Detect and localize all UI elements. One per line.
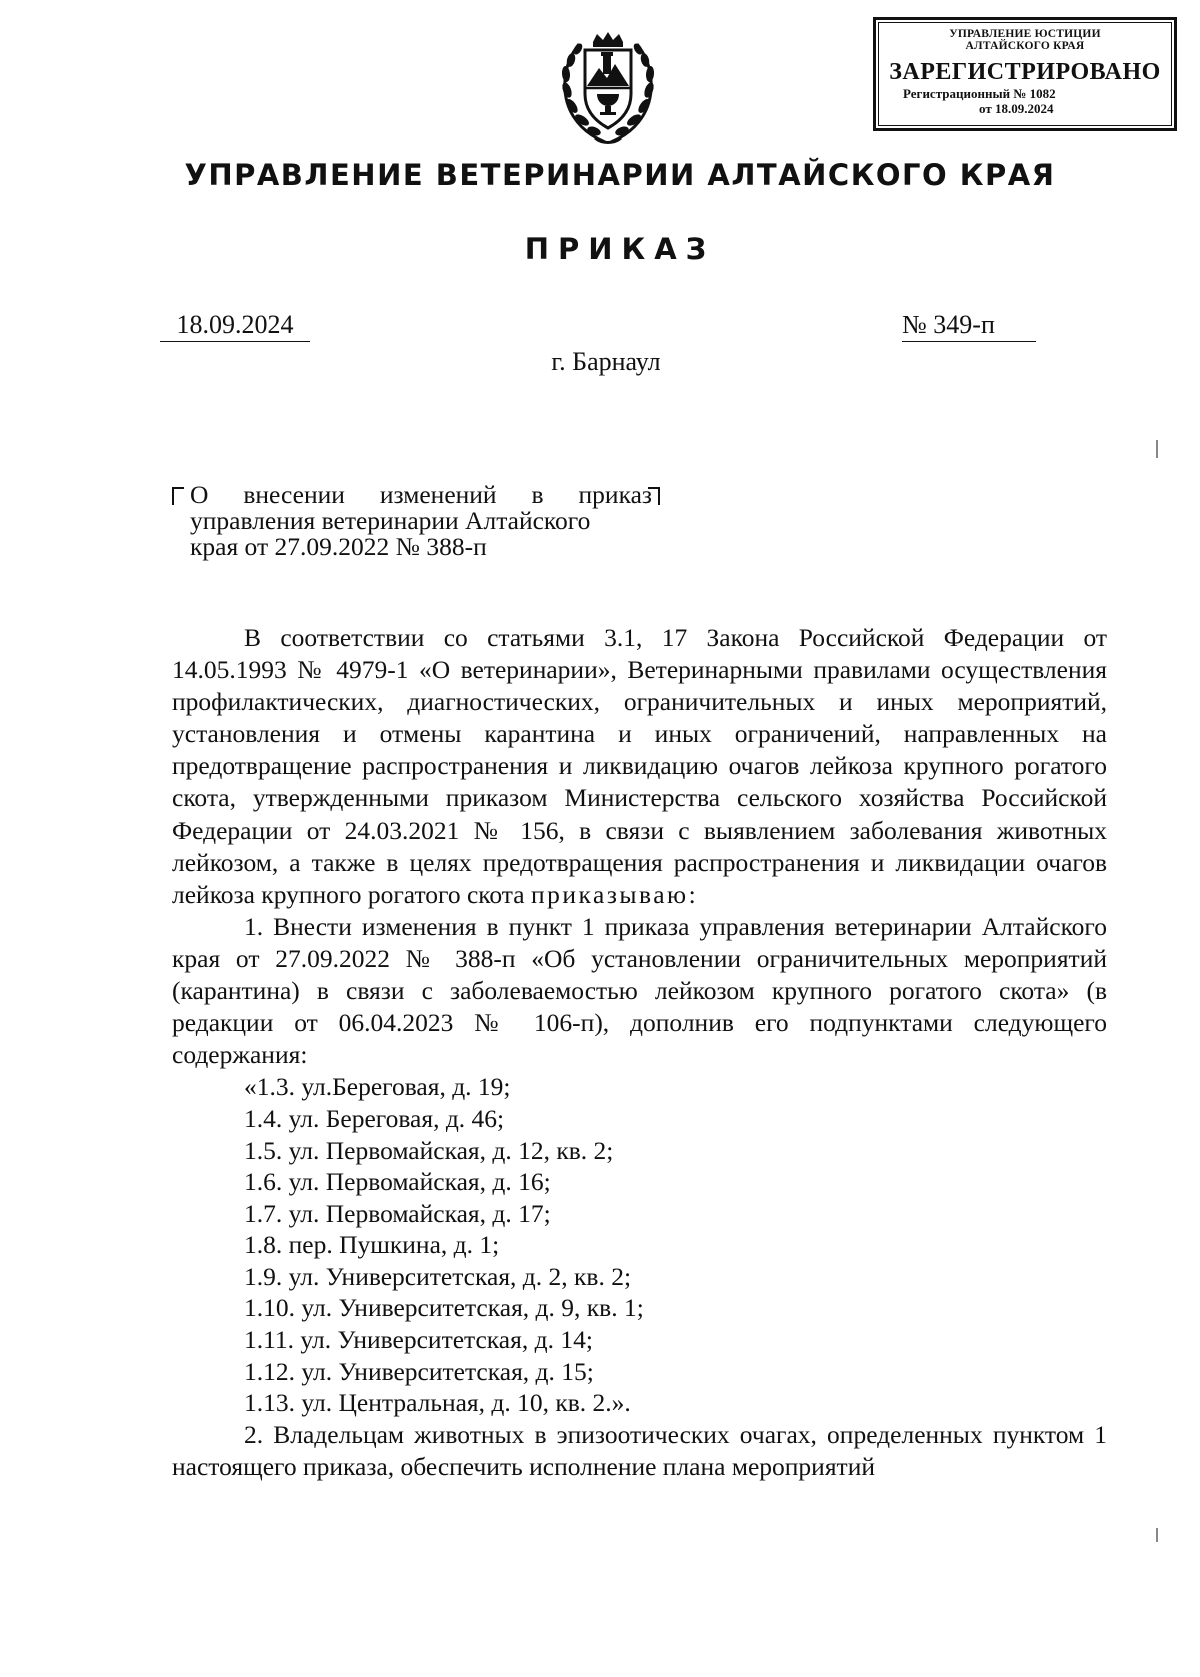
stamp-reg-number: Регистрационный № 1082	[903, 86, 1056, 101]
subitem-1-6: 1.6. ул. Первомайская, д. 16;	[244, 1167, 551, 1197]
subitem-1-7: 1.7. ул. Первомайская, д. 17;	[244, 1198, 551, 1228]
subject-line-1: О внесении изменений в приказ	[190, 480, 652, 509]
registration-stamp	[873, 17, 1177, 131]
subitem-1-9: 1.9. ул. Университетская, д. 2, кв. 2;	[244, 1261, 632, 1291]
scan-margin-mark	[1156, 1528, 1158, 1542]
document-number: № 349-п	[902, 310, 1036, 342]
document-date: 18.09.2024	[160, 310, 310, 342]
stamp-status: ЗАРЕГИСТРИРОВАНО	[889, 59, 1161, 85]
item-2-paragraph: 2. Владельцам животных в эпизоотических очагах, определенных пунктом 1 настоящего приказа, обеспечить исполнение плана мероприятий	[172, 1419, 1107, 1481]
subitem-1-4: 1.4. ул. Береговая, д. 46;	[244, 1103, 505, 1133]
item-1-paragraph: 1. Внести изменения в пункт 1 приказа управления ветеринарии Алтайского края от 27.09.2022 № 388-п «Об установлении ограничительных мероприятий (карантина) в связи с заболеваемостью лейкозом крупного рогатого скота» (в редакции от 06.04.2023 № 106-п), дополнив его подпунктами следующего содержания:	[172, 911, 1107, 1070]
stamp-org-line2: АЛТАЙСКОГО КРАЯ	[965, 40, 1085, 52]
scan-margin-mark	[1156, 440, 1158, 458]
subject-bracket-left	[172, 487, 184, 505]
stamp-reg-date: от 18.09.2024	[979, 101, 1054, 116]
subitem-1-8: 1.8. пер. Пушкина, д. 1;	[244, 1230, 500, 1260]
subitem-1-12: 1.12. ул. Университетская, д. 15;	[244, 1356, 594, 1386]
subitem-1-11: 1.11. ул. Университетская, д. 14;	[244, 1325, 593, 1355]
preamble-paragraph: В соответствии со статьями 3.1, 17 Закона Российской Федерации от 14.05.1993 № 4979-1 «О ветеринарии», Ветеринарными правилами осуществления профилактических, диагностических, ограничительных и иных мероприятий, установления и отмены карантина и иных ограничений, направленных на предотвращение распространения и ликвидацию очагов лейкоза крупного рогатого скота, утвержденными приказом Министерства сельского хозяйства Российской Федерации от 24.03.2021 № 156, в связи с выявлением заболевания животных лейкозом, а также в целях предотвращения распространения и ликвидации очагов лейкоза крупного рогатого скота приказываю:	[172, 623, 1107, 909]
subitem-1-5: 1.5. ул. Первомайская, д. 12, кв. 2;	[244, 1135, 614, 1165]
document-subject	[190, 482, 652, 560]
registration-stamp-inner	[878, 22, 1172, 126]
subitem-1-3: «1.3. ул.Береговая, д. 19;	[244, 1072, 511, 1102]
document-type: ПРИКАЗ	[524, 232, 716, 266]
stamp-org-line1: УПРАВЛЕНИЕ ЮСТИЦИИ	[949, 28, 1101, 40]
coat-of-arms-icon	[557, 30, 659, 150]
document-body	[172, 622, 1107, 1483]
subitem-1-13: 1.13. ул. Центральная, д. 10, кв. 2.».	[244, 1388, 631, 1418]
document-city: г. Барнаул	[551, 347, 661, 376]
subitem-1-10: 1.10. ул. Университетская, д. 9, кв. 1;	[244, 1293, 644, 1323]
order-verb: приказываю	[530, 879, 689, 909]
organization-title: УПРАВЛЕНИЕ ВЕТЕРИНАРИИ АЛТАЙСКОГО КРАЯ	[184, 158, 1056, 192]
subject-line-2: управления ветеринарии Алтайского	[190, 506, 591, 535]
subject-line-3: края от 27.09.2022 № 388-п	[190, 532, 487, 561]
